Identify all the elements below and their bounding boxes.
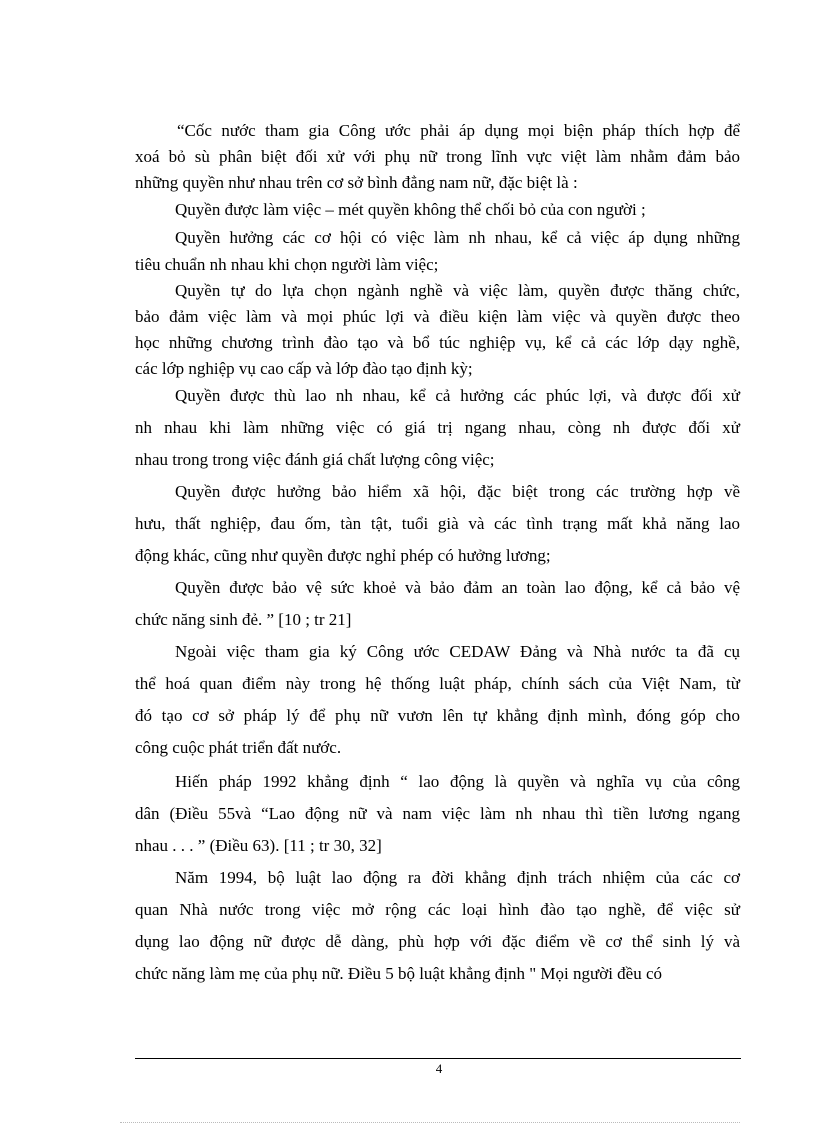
text-line: Quyền tự do lựa chọn ngành nghề và việc làm, quyền được thăng chức, — [175, 281, 740, 300]
text-line: nhau . . . ” (Điều 63). [11 ; tr 30, 32] — [135, 836, 382, 855]
text-line: hưu, thất nghiệp, đau ốm, tàn tật, tuổi già và các tình trạng mất khả năng lao — [135, 514, 740, 533]
text-line: dụng lao động nữ được dễ dàng, phù hợp với đặc điểm về cơ thể sinh lý và — [135, 932, 740, 951]
text-line: Ngoài việc tham gia ký Công ước CEDAW Đảng và Nhà nước ta đã cụ — [175, 642, 740, 661]
text-line: Quyền được bảo vệ sức khoẻ và bảo đảm an toàn lao động, kể cả bảo vệ — [175, 578, 740, 597]
text-line: Quyền được thù lao nh nhau, kể cả hưởng các phúc lợi, và được đối xử — [175, 386, 740, 405]
text-line: Quyền được làm việc – mét quyền không thể chối bỏ của con người ; — [175, 200, 646, 219]
paragraph — [135, 118, 740, 196]
text-line: chức năng sinh đẻ. ” [10 ; tr 21] — [135, 610, 352, 629]
paragraph — [135, 224, 740, 278]
paragraph — [135, 862, 740, 990]
text-line: những quyền như nhau trên cơ sở bình đẳng nam nữ, đặc biệt là : — [135, 173, 578, 192]
page-number: 4 — [435, 1061, 443, 1076]
text-line: nh nhau khi làm những việc có giá trị ngang nhau, còng nh được đối xử — [135, 418, 740, 437]
paragraph — [135, 380, 740, 476]
text-line: công cuộc phát triển đất nước. — [135, 738, 342, 757]
text-line: “Cốc nước tham gia Công ước phải áp dụng mọi biện pháp thích hợp để — [177, 121, 740, 140]
paragraph — [135, 766, 740, 862]
text-line: tiêu chuẩn nh nhau khi chọn người làm việc; — [135, 255, 439, 274]
paragraph — [135, 476, 740, 572]
text-line: bảo đảm việc làm và mọi phúc lợi và điều kiện làm việc và quyền được theo — [135, 307, 740, 326]
paragraph — [135, 278, 740, 382]
footer-rule — [135, 1058, 741, 1059]
text-line: nhau trong trong việc đánh giá chất lượng công việc; — [135, 450, 495, 469]
text-line: động khác, cũng như quyền được nghỉ phép có hưởng lương; — [135, 546, 551, 565]
text-line: chức năng làm mẹ của phụ nữ. Điều 5 bộ luật khẳng định " Mọi người đều có — [135, 964, 663, 983]
text-line: các lớp nghiệp vụ cao cấp và lớp đào tạo định kỳ; — [135, 359, 473, 378]
text-line: đó tạo cơ sở pháp lý để phụ nữ vươn lên tự khẳng định mình, đóng góp cho — [135, 706, 740, 725]
text-line: Năm 1994, bộ luật lao động ra đời khẳng định trách nhiệm của các cơ — [175, 868, 740, 887]
paragraph — [135, 636, 740, 764]
paragraph — [135, 572, 740, 636]
text-line: quan Nhà nước trong việc mở rộng các loại hình đào tạo nghề, để việc sử — [135, 900, 740, 919]
text-line: Hiến pháp 1992 khẳng định “ lao động là quyền và nghĩa vụ của công — [175, 772, 740, 791]
text-line: Quyền được hưởng bảo hiểm xã hội, đặc biệt trong các trường hợp về — [175, 482, 740, 501]
text-line: dân (Điều 55và “Lao động nữ và nam việc làm nh nhau thì tiền lương ngang — [135, 804, 740, 823]
paragraph — [135, 197, 740, 223]
text-line: học những chương trình đào tạo và bổ túc nghiệp vụ, kể cả các lớp dạy nghề, — [135, 333, 740, 352]
text-line: xoá bỏ sù phân biệt đối xử với phụ nữ trong lĩnh vực việt làm nhằm đảm bảo — [135, 147, 740, 166]
text-line: Quyền hưởng các cơ hội có việc làm nh nhau, kể cả việc áp dụng những — [175, 228, 740, 247]
text-line: thể hoá quan điểm này trong hệ thống luật pháp, chính sách của Việt Nam, từ — [135, 674, 740, 693]
